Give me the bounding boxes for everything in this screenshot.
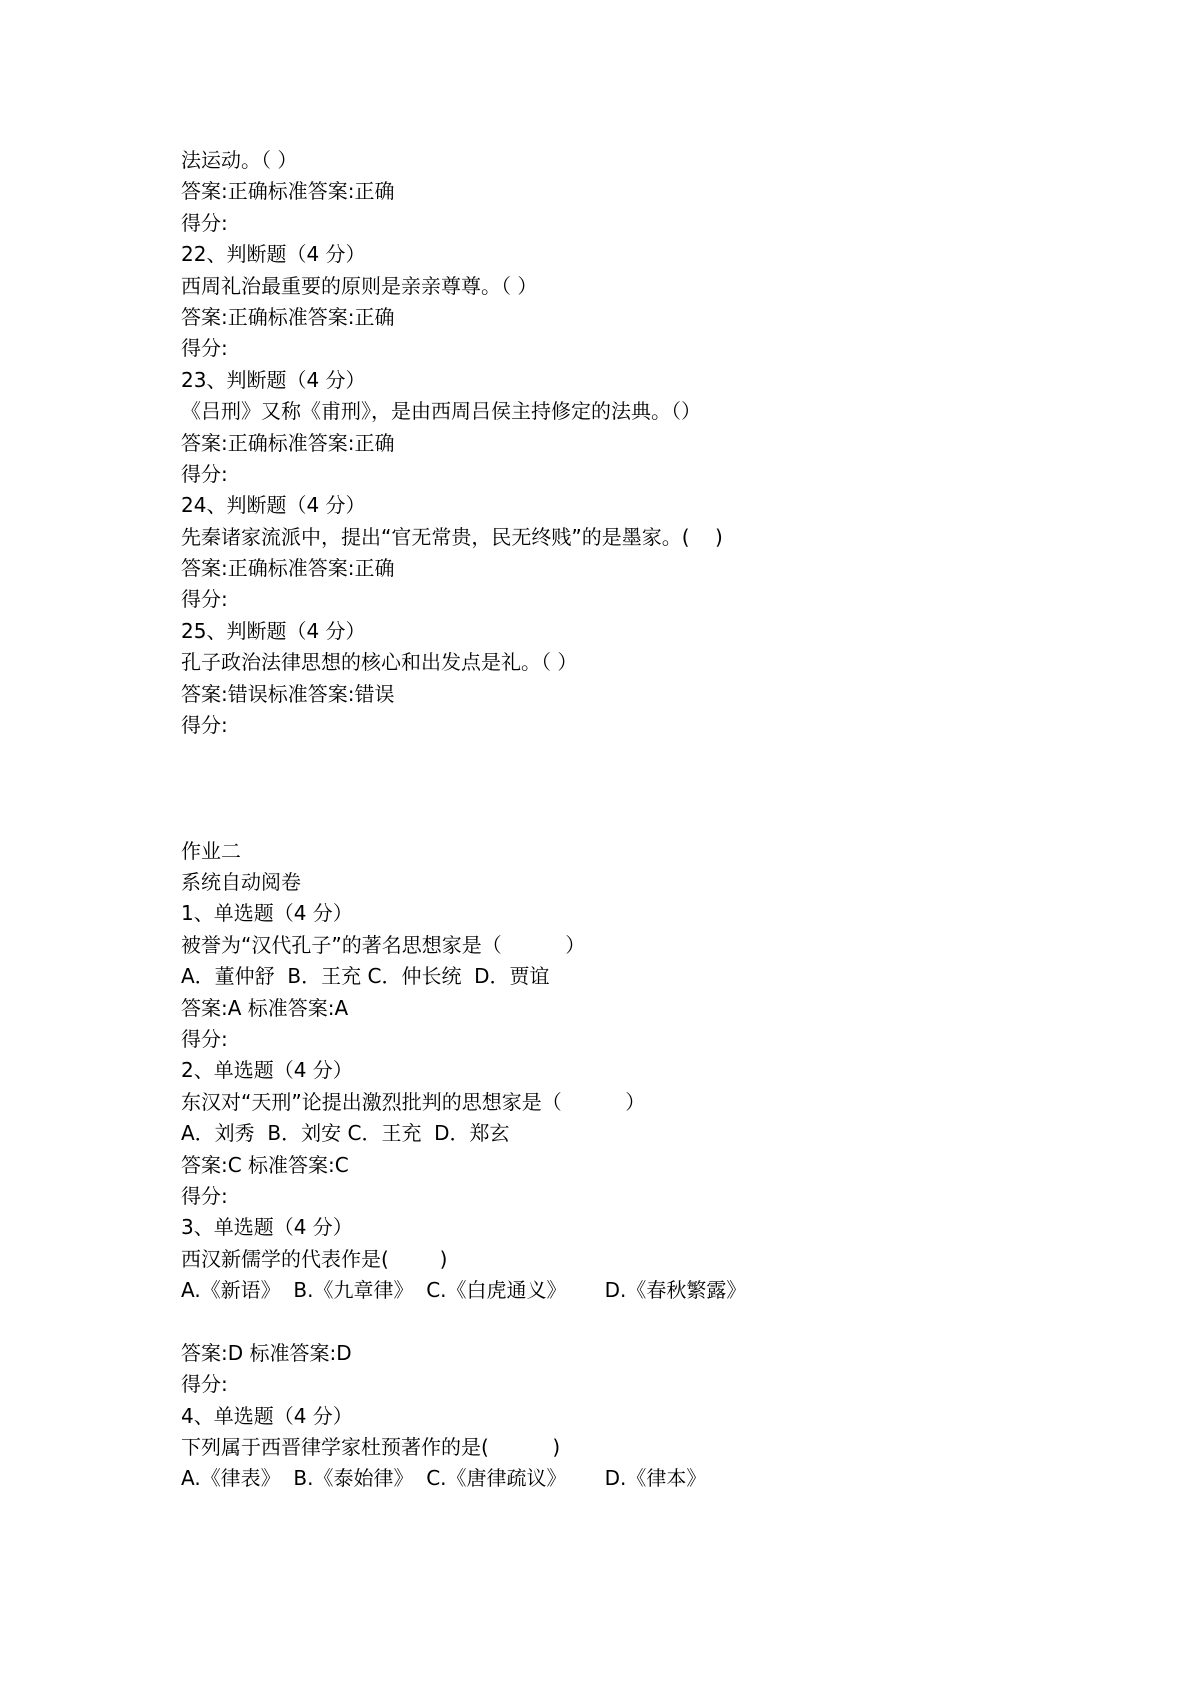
text-line: 得分: [181,1184,228,1208]
text-line: 下列属于西晋律学家杜预著作的是( ) [181,1435,561,1459]
text-line: 东汉对“天刑”论提出激烈批判的思想家是（ ） [181,1090,646,1114]
text-line: 得分: [181,211,228,235]
text-line: 3、单选题（4 分） [181,1215,353,1239]
text-line: 2、单选题（4 分） [181,1058,353,1082]
text-line: 24、判断题（4 分） [181,493,366,517]
text-line: 答案:A 标准答案:A [181,996,349,1020]
text-line: A．董仲舒 B．王充 C．仲长统 D．贾谊 [181,964,550,988]
text-line: 得分: [181,1027,228,1051]
text-line: 答案:正确标准答案:正确 [181,556,395,580]
text-line: 23、判断题（4 分） [181,368,366,392]
text-line: A．刘秀 B．刘安 C．王充 D．郑玄 [181,1121,510,1145]
text-line: 4、单选题（4 分） [181,1404,353,1428]
text-line: 22、判断题（4 分） [181,242,366,266]
text-line: 得分: [181,1372,228,1396]
text-line: 答案:D 标准答案:D [181,1341,352,1365]
text-line: 被誉为“汉代孔子”的著名思想家是（ ） [181,933,586,957]
text-line: 西汉新儒学的代表作是( ) [181,1247,448,1271]
text-line: 答案:错误标准答案:错误 [181,682,395,706]
text-line: 答案:正确标准答案:正确 [181,431,395,455]
text-line: 得分: [181,587,228,611]
text-line: 25、判断题（4 分） [181,619,366,643]
text-line: 答案:正确标准答案:正确 [181,179,395,203]
text-line: 得分: [181,462,228,486]
text-line: A.《新语》 B.《九章律》 C.《白虎通义》 D.《春秋繁露》 [181,1278,747,1302]
text-line: 西周礼治最重要的原则是亲亲尊尊。（ ） [181,274,538,298]
text-line: 孔子政治法律思想的核心和出发点是礼。（ ） [181,650,578,674]
text-line: 《吕刑》又称《甫刑》，是由西周吕侯主持修定的法典。（） [181,399,701,423]
text-line: 先秦诸家流派中，提出“官无常贵，民无终贱”的是墨家。( ) [181,525,723,549]
text-line: 系统自动阅卷 [181,870,301,894]
text-line: 得分: [181,336,228,360]
text-line: A.《律表》 B.《泰始律》 C.《唐律疏议》 D.《律本》 [181,1466,707,1490]
text-line: 答案:C 标准答案:C [181,1153,349,1177]
section-title: 作业二 [181,839,241,863]
text-line: 得分: [181,713,228,737]
text-line: 答案:正确标准答案:正确 [181,305,395,329]
text-line: 1、单选题（4 分） [181,901,353,925]
text-line: 法运动。（ ） [181,148,298,172]
